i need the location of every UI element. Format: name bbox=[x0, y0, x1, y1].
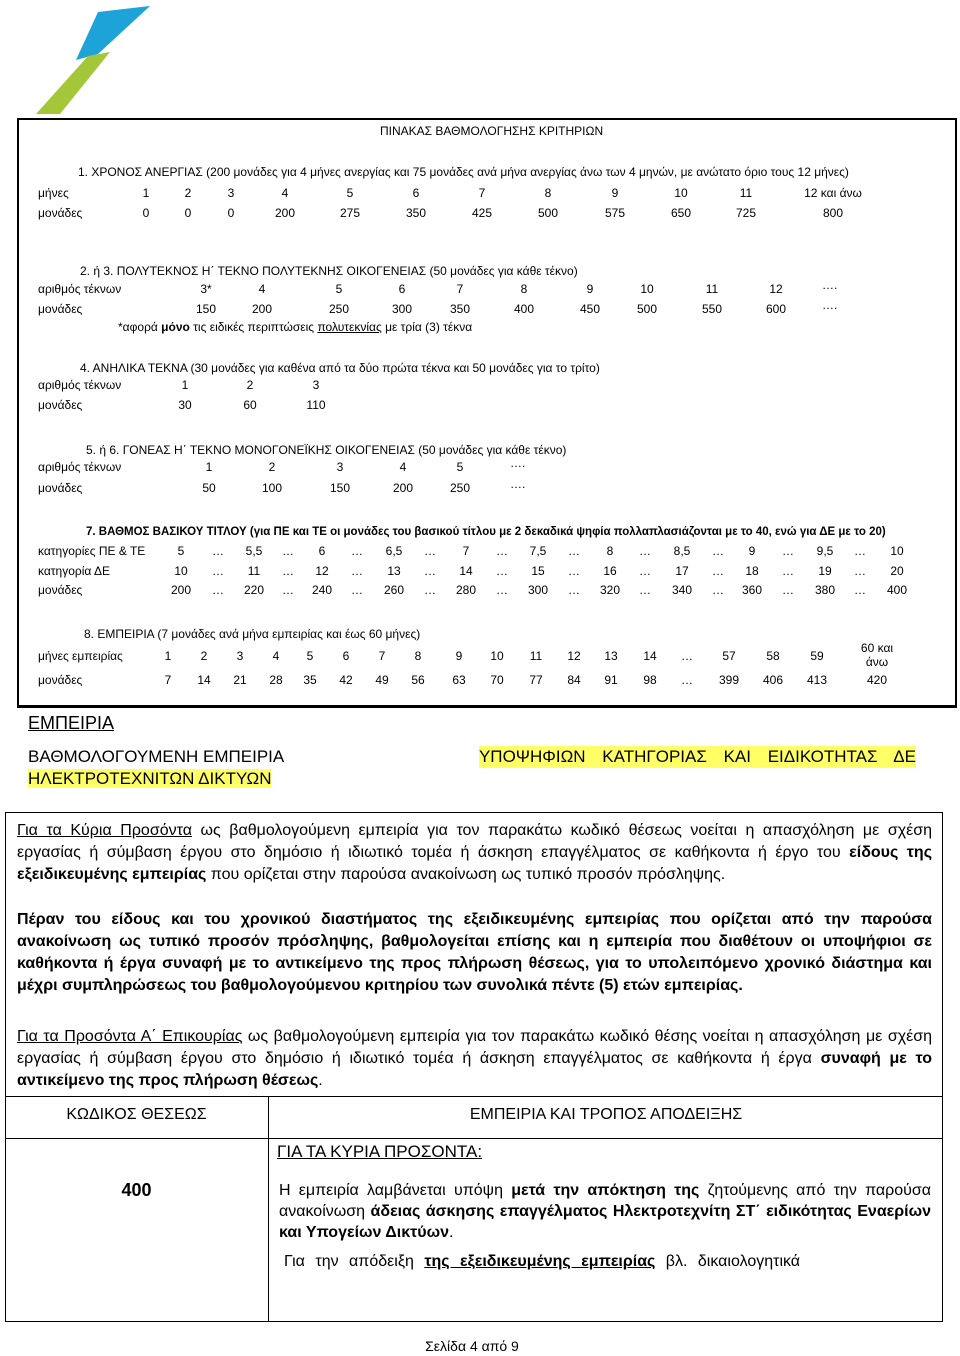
s1r1-cell: 1 bbox=[142, 186, 150, 200]
s7r3-cell: 260 bbox=[383, 583, 405, 597]
experience-subheading-a: ΒΑΘΜΟΛΟΓΟΥΜΕΝΗ ΕΜΠΕΙΡΙΑ bbox=[28, 747, 285, 766]
s7r3-cell: 400 bbox=[886, 583, 908, 597]
s7r1-cell: 8,5 bbox=[673, 544, 691, 558]
s7r3-cell: 360 bbox=[741, 583, 763, 597]
s1r2-cell: 500 bbox=[537, 206, 559, 220]
s5-heading: 5. ή 6. ΓΟΝΕΑΣ Η΄ ΤΕΚΝΟ ΜΟΝΟΓΟΝΕΪΚΗΣ ΟΙΚΟΓΕΝΕΙΑΣ (50 μονάδες για κάθε τέκνο) bbox=[86, 443, 567, 457]
s7r2-cell: 19 bbox=[818, 564, 832, 578]
s8r1-cell: 14 bbox=[643, 649, 657, 663]
s1r2-cell: 800 bbox=[822, 206, 844, 220]
s7r2-cell: … bbox=[782, 564, 794, 578]
s7r2-cell: … bbox=[639, 564, 651, 578]
s2r2-cell: 150 bbox=[195, 302, 217, 316]
s2r1-cell: 10 bbox=[640, 282, 654, 296]
s8r1-cell: 13 bbox=[604, 649, 618, 663]
s2r1-cell: 11 bbox=[705, 282, 719, 296]
s2r2-cell: 300 bbox=[391, 302, 413, 316]
p1-c: είδους της εξειδικευμένης εμπειρίας bbox=[17, 844, 933, 883]
s1r1-cell: 11 bbox=[739, 186, 753, 200]
s5r1-cell: 2 bbox=[268, 460, 276, 474]
s7r1-cell: 10 bbox=[890, 544, 904, 558]
s7r2-cell: 12 bbox=[315, 564, 329, 578]
s1r1-cell: 10 bbox=[674, 186, 688, 200]
s7r3-cell: … bbox=[568, 583, 580, 597]
s7r2-cell: … bbox=[212, 564, 224, 578]
t1-c: ζητούμενης από την παρούσα ανακοίνωση bbox=[279, 1182, 932, 1220]
s8r2-cell: 399 bbox=[718, 673, 740, 687]
table-subheading: ΓΙΑ ΤΑ ΚΥΡΙΑ ΠΡΟΣΟΝΤΑ: bbox=[277, 1142, 483, 1161]
s7r3-cell: 380 bbox=[814, 583, 836, 597]
s8-row2-label: μονάδες bbox=[38, 673, 83, 687]
s8r1-cell: 12 bbox=[567, 649, 581, 663]
s7r2-cell: 13 bbox=[387, 564, 401, 578]
s8r1-cell: 1 bbox=[164, 649, 172, 663]
p3-c: συναφή με το αντικείμενο της προς πλήρωση θέσεως bbox=[17, 1050, 933, 1089]
s5r1-cell: 5 bbox=[456, 460, 464, 474]
table-column-divider bbox=[268, 1096, 269, 1322]
s1r1-cell: 9 bbox=[611, 186, 619, 200]
s7r2-cell: 18 bbox=[745, 564, 759, 578]
s7r3-cell: 300 bbox=[527, 583, 549, 597]
s2r2-cell: 550 bbox=[701, 302, 723, 316]
s7r3-cell: 320 bbox=[599, 583, 621, 597]
s1r2-cell: 650 bbox=[670, 206, 692, 220]
s4r1-cell: 3 bbox=[312, 378, 320, 392]
s1r1-cell: 5 bbox=[346, 186, 354, 200]
s2-note bbox=[118, 320, 472, 334]
s7r2-cell: … bbox=[351, 564, 363, 578]
s5r2-cell: 200 bbox=[392, 481, 414, 495]
s7r3-cell: 240 bbox=[311, 583, 333, 597]
s1r1-cell: 2 bbox=[184, 186, 192, 200]
s8r1-cell: 10 bbox=[490, 649, 504, 663]
p1-d: που ορίζεται στην παρούσα ανακοίνωση ως τυπικό προσόν πρόσληψης. bbox=[206, 866, 726, 883]
s8r2-cell: 413 bbox=[806, 673, 828, 687]
s5-dots-2: …. bbox=[510, 477, 526, 491]
s2-dots-2: …. bbox=[822, 298, 838, 312]
s2r2-cell: 500 bbox=[636, 302, 658, 316]
s8r1-cell: 2 bbox=[200, 649, 208, 663]
s8r1-cell: 4 bbox=[272, 649, 280, 663]
s7-heading: 7. ΒΑΘΜΟΣ ΒΑΣΙΚΟΥ ΤΙΤΛΟΥ (για ΠΕ και ΤΕ οι μονάδες του βασικού τίτλου με 2 δεκαδικά ψηφία πολλαπλασιάζονται με το 40, ενώ για ΔΕ με το 20) bbox=[86, 526, 886, 538]
s7-row2-label: κατηγορία ΔΕ bbox=[38, 564, 110, 578]
s7r1-cell: … bbox=[212, 544, 224, 558]
s7r1-cell: 6,5 bbox=[385, 544, 403, 558]
s7r2-cell: … bbox=[712, 564, 724, 578]
s4-heading: 4. ΑΝΗΛΙΚΑ ΤΕΚΝΑ (30 μονάδες για καθένα από τα δύο πρώτα τέκνα και 50 μονάδες για το τρίτο) bbox=[80, 361, 600, 375]
experience-paragraph-2: Πέραν του είδους και του χρονικού διαστήματος της εξειδικευμένης εμπειρίας που ορίζεται από την παρούσα ανακοίνωση ως τυπικό προσόν πρόσληψης, βαθμολογείται επίσης και η εμπειρία που διαθέτουν οι υποψήφιοι σε καθήκοντα ή έργα συναφή με το αντικείμενο της προς πλήρωση θέσεως, για το υπολειπόμενο χρονικό διάστημα και μέχρι συμπληρώσεως του βαθμολογούμενου κριτηρίου των συνολικά πέντε (5) ετών εμπειρίας. bbox=[17, 911, 932, 994]
experience-paragraph-3 bbox=[17, 1026, 932, 1092]
s7r3-cell: … bbox=[282, 583, 294, 597]
s8r2-cell: 70 bbox=[490, 673, 504, 687]
s1-row1-label: μήνες bbox=[38, 186, 69, 200]
experience-subheading-b: ΥΠΟΨΗΦΙΩΝ ΚΑΤΗΓΟΡΙΑΣ ΚΑΙ ΕΙΔΙΚΟΤΗΤΑΣ ΔΕ bbox=[478, 747, 916, 766]
s8r1-cell: … bbox=[681, 649, 693, 663]
s2-note-d: πολυτεκνίας bbox=[317, 320, 382, 334]
s8r2-cell: 42 bbox=[339, 673, 353, 687]
t1-b: μετά την απόκτηση της bbox=[511, 1182, 700, 1199]
s7r3-cell: … bbox=[351, 583, 363, 597]
s2r1-cell: 6 bbox=[398, 282, 406, 296]
s8r2-cell: 35 bbox=[303, 673, 317, 687]
experience-subheading bbox=[28, 746, 916, 790]
s7r3-cell: … bbox=[496, 583, 508, 597]
s7r3-cell: 200 bbox=[170, 583, 192, 597]
s7r1-cell: 8 bbox=[606, 544, 614, 558]
s1r2-cell: 425 bbox=[471, 206, 493, 220]
s7r1-cell: … bbox=[282, 544, 294, 558]
s1r2-cell: 0 bbox=[227, 206, 235, 220]
s7r3-cell: 220 bbox=[243, 583, 265, 597]
s4r1-cell: 2 bbox=[246, 378, 254, 392]
s7r2-cell: 10 bbox=[174, 564, 188, 578]
s7r1-cell: … bbox=[782, 544, 794, 558]
s7r2-cell: … bbox=[282, 564, 294, 578]
s4-row1-label: αριθμός τέκνων bbox=[38, 378, 122, 392]
s2-note-e: με τρία (3) τέκνα bbox=[381, 320, 473, 334]
s7r3-cell: 340 bbox=[671, 583, 693, 597]
s4r2-cell: 30 bbox=[178, 398, 192, 412]
s7r1-cell: 7,5 bbox=[529, 544, 547, 558]
table-header-code: ΚΩΔΙΚΟΣ ΘΕΣΕΩΣ bbox=[66, 1106, 207, 1123]
s1r2-cell: 575 bbox=[604, 206, 626, 220]
s7r1-cell: … bbox=[712, 544, 724, 558]
s7r1-cell: 6 bbox=[318, 544, 326, 558]
s7r1-cell: … bbox=[568, 544, 580, 558]
s7r1-cell: 7 bbox=[462, 544, 470, 558]
s1r2-cell: 350 bbox=[405, 206, 427, 220]
s2r2-cell: 450 bbox=[579, 302, 601, 316]
table-top-border bbox=[5, 1096, 943, 1097]
s8r1-cell: 58 bbox=[766, 649, 780, 663]
s8r2-cell: 14 bbox=[197, 673, 211, 687]
s7r2-cell: 15 bbox=[531, 564, 545, 578]
s2-note-b: μόνο bbox=[161, 320, 190, 334]
s8r1-cell: 3 bbox=[236, 649, 244, 663]
s8r2-cell: 98 bbox=[643, 673, 657, 687]
t2-c: βλ. δικαιολογητικά bbox=[655, 1253, 801, 1270]
s8r1-cell: 11 bbox=[529, 649, 543, 663]
s7r2-cell: 17 bbox=[675, 564, 689, 578]
s8r2-cell: 7 bbox=[164, 673, 172, 687]
s7r1-cell: … bbox=[854, 544, 866, 558]
s1r1-cell: 3 bbox=[227, 186, 235, 200]
p1-a: Για τα Κύρια Προσόντα bbox=[17, 822, 192, 839]
s2r2-cell: 600 bbox=[765, 302, 787, 316]
s7r2-cell: 20 bbox=[890, 564, 904, 578]
s1r2-cell: 275 bbox=[339, 206, 361, 220]
s8r1-cell: 9 bbox=[455, 649, 463, 663]
s8r1-cell: 8 bbox=[414, 649, 422, 663]
s1r1-cell: 6 bbox=[412, 186, 420, 200]
criteria-title: ΠΙΝΑΚΑΣ ΒΑΘΜΟΛΟΓΗΣΗΣ ΚΡΙΤΗΡΙΩΝ bbox=[380, 124, 604, 138]
s8r1-cell: 59 bbox=[810, 649, 824, 663]
s5r1-cell: 3 bbox=[336, 460, 344, 474]
logo-blue-shape bbox=[76, 6, 150, 60]
s1-heading: 1. ΧΡΟΝΟΣ ΑΝΕΡΓΙΑΣ (200 μονάδες για 4 μήνες ανεργίας και 75 μονάδες ανά μήνα ανεργίας άνω των 4 μηνών, με ανώτατο όριο τους 12 μήνες) bbox=[78, 165, 849, 179]
s5r1-cell: 1 bbox=[205, 460, 213, 474]
s7r3-cell: … bbox=[854, 583, 866, 597]
s1r1-cell: 12 και άνω bbox=[804, 186, 862, 200]
s7r3-cell: … bbox=[639, 583, 651, 597]
s1r1-cell: 8 bbox=[544, 186, 552, 200]
s5r2-cell: 50 bbox=[202, 481, 216, 495]
s2-note-a: *αφορά bbox=[118, 320, 162, 334]
p1-b: ως βαθμολογούμενη εμπειρία για τον παρακάτω κωδικό θέσεως νοείται η απασχόληση με σχέση εργασίας ή σύμβαση έργου στο δημόσιο ή ιδιωτικό τομέα ή άσκηση επαγγέλματος σε καθήκοντα ή έργο του bbox=[17, 822, 932, 861]
s2-row1-label: αριθμός τέκνων bbox=[38, 282, 122, 296]
s7r1-cell: … bbox=[424, 544, 436, 558]
s4-row2-label: μονάδες bbox=[38, 398, 83, 412]
s7-row3-label: μονάδες bbox=[38, 583, 83, 597]
s4r2-cell: 110 bbox=[306, 398, 326, 412]
s2r1-cell: 4 bbox=[258, 282, 266, 296]
t1-e: . bbox=[449, 1224, 454, 1241]
s2-row2-label: μονάδες bbox=[38, 302, 83, 316]
s2r2-cell: 200 bbox=[251, 302, 273, 316]
s1r2-cell: 200 bbox=[274, 206, 296, 220]
s8r2-cell: 420 bbox=[866, 673, 888, 687]
s8r2-cell: 49 bbox=[375, 673, 389, 687]
s5-dots-1: …. bbox=[510, 456, 526, 470]
table-code-value: 400 bbox=[121, 1180, 152, 1200]
s2-heading: 2. ή 3. ΠΟΛΥΤΕΚΝΟΣ Η΄ ΤΕΚΝΟ ΠΟΛΥΤΕΚΝΗΣ ΟΙΚΟΓΕΝΕΙΑΣ (50 μονάδες για κάθε τέκνο) bbox=[80, 264, 578, 278]
s1r1-cell: 7 bbox=[478, 186, 486, 200]
s7r3-cell: … bbox=[782, 583, 794, 597]
s7-row1-label: κατηγορίες ΠΕ & ΤΕ bbox=[38, 544, 146, 558]
s1r2-cell: 0 bbox=[142, 206, 150, 220]
s7r1-cell: 5,5 bbox=[245, 544, 263, 558]
s8r1-cell: 57 bbox=[722, 649, 736, 663]
s7r2-cell: 16 bbox=[603, 564, 617, 578]
table-text-1 bbox=[279, 1180, 931, 1243]
s7r1-cell: … bbox=[496, 544, 508, 558]
s7r1-cell: … bbox=[351, 544, 363, 558]
s8r2-cell: 21 bbox=[233, 673, 247, 687]
page-number: Σελίδα 4 από 9 bbox=[425, 1338, 519, 1354]
s2r1-cell: 12 bbox=[769, 282, 783, 296]
s1r1-cell: 4 bbox=[281, 186, 289, 200]
s8r1-cell: 60 και άνω bbox=[860, 641, 894, 669]
s5r2-cell: 250 bbox=[449, 481, 471, 495]
s8r2-cell: 77 bbox=[529, 673, 543, 687]
s8-row1-label: μήνες εμπειρίας bbox=[38, 649, 123, 663]
s8r2-cell: 84 bbox=[567, 673, 581, 687]
s1-row2-label: μονάδες bbox=[38, 206, 83, 220]
s7r2-cell: … bbox=[854, 564, 866, 578]
s2r1-cell: 8 bbox=[520, 282, 528, 296]
s7r2-cell: 11 bbox=[247, 564, 261, 578]
s2r1-cell: 7 bbox=[456, 282, 464, 296]
s2r2-cell: 400 bbox=[513, 302, 535, 316]
s8r1-cell: 6 bbox=[342, 649, 350, 663]
table-header-divider bbox=[5, 1138, 943, 1139]
s2r1-cell: 3* bbox=[200, 282, 212, 296]
s4r1-cell: 1 bbox=[181, 378, 189, 392]
p3-b: ως βαθμολογούμενη εμπειρία για τον παρακάτω κωδικό θέσης νοείται η απασχόληση με σχέση εργασίας ή σύμβαση έργου στο δημόσιο ή ιδιωτικό τομέα ή άσκηση επαγγέλματος σε καθήκοντα ή έργα bbox=[17, 1028, 932, 1067]
s8r1-cell: 7 bbox=[378, 649, 386, 663]
experience-paragraph-1 bbox=[17, 820, 932, 886]
t1-d: άδειας άσκησης επαγγέλματος Ηλεκτροτεχνίτη ΣΤ΄ ειδικότητας Εναερίων και Υπογείων Δικτύων bbox=[279, 1203, 932, 1241]
s8r1-cell: 5 bbox=[306, 649, 314, 663]
s7r1-cell: 5 bbox=[177, 544, 185, 558]
s8r2-cell: 56 bbox=[411, 673, 425, 687]
table-header-experience: ΕΜΠΕΙΡΙΑ ΚΑΙ ΤΡΟΠΟΣ ΑΠΟΔΕΙΞΗΣ bbox=[469, 1106, 743, 1123]
s7r1-cell: 9,5 bbox=[816, 544, 834, 558]
s2r1-cell: 9 bbox=[586, 282, 594, 296]
lightning-logo bbox=[30, 4, 155, 122]
s7r3-cell: … bbox=[212, 583, 224, 597]
s4r2-cell: 60 bbox=[243, 398, 257, 412]
s5r2-cell: 150 bbox=[329, 481, 351, 495]
experience-subheading-c: ΗΛΕΚΤΡΟΤΕΧΝΙΤΩΝ ΔΙΚΤΥΩΝ bbox=[28, 769, 272, 788]
s8r2-cell: … bbox=[681, 673, 693, 687]
s8r2-cell: 28 bbox=[269, 673, 283, 687]
s5-row2-label: μονάδες bbox=[38, 481, 83, 495]
p3-d: . bbox=[318, 1072, 323, 1089]
table-text-2 bbox=[284, 1251, 931, 1272]
t2-b: της εξειδικευμένης εμπειρίας bbox=[424, 1253, 656, 1270]
logo-green-shape bbox=[36, 52, 110, 114]
s7r3-cell: … bbox=[712, 583, 724, 597]
s1r2-cell: 725 bbox=[735, 206, 757, 220]
s2r2-cell: 350 bbox=[449, 302, 471, 316]
s7r2-cell: … bbox=[424, 564, 436, 578]
s7r3-cell: … bbox=[424, 583, 436, 597]
s7r2-cell: … bbox=[568, 564, 580, 578]
p3-a: Για τα Προσόντα Α΄ Επικουρίας bbox=[17, 1028, 243, 1045]
s2-dots-1: …. bbox=[822, 278, 838, 292]
s7r1-cell: 9 bbox=[748, 544, 756, 558]
s8-heading: 8. ΕΜΠΕΙΡΙΑ (7 μονάδες ανά μήνα εμπειρίας και έως 60 μήνες) bbox=[84, 627, 421, 641]
s8r2-cell: 91 bbox=[604, 673, 618, 687]
s2r1-cell: 5 bbox=[335, 282, 343, 296]
t2-a: Για την απόδειξη bbox=[284, 1253, 425, 1270]
s8r2-cell: 63 bbox=[452, 673, 466, 687]
s1r2-cell: 0 bbox=[184, 206, 192, 220]
s7r2-cell: … bbox=[496, 564, 508, 578]
s2-note-c: τις ειδικές περιπτώσεις bbox=[189, 320, 318, 334]
s5r1-cell: 4 bbox=[399, 460, 407, 474]
s5-row1-label: αριθμός τέκνων bbox=[38, 460, 122, 474]
experience-heading: ΕΜΠΕΙΡΙΑ bbox=[28, 713, 115, 733]
s7r1-cell: … bbox=[639, 544, 651, 558]
s2r2-cell: 250 bbox=[328, 302, 350, 316]
s7r3-cell: 280 bbox=[455, 583, 477, 597]
s7r2-cell: 14 bbox=[459, 564, 473, 578]
t1-a: Η εμπειρία λαμβάνεται υπόψη bbox=[279, 1182, 512, 1199]
s8r2-cell: 406 bbox=[762, 673, 784, 687]
s5r2-cell: 100 bbox=[261, 481, 283, 495]
